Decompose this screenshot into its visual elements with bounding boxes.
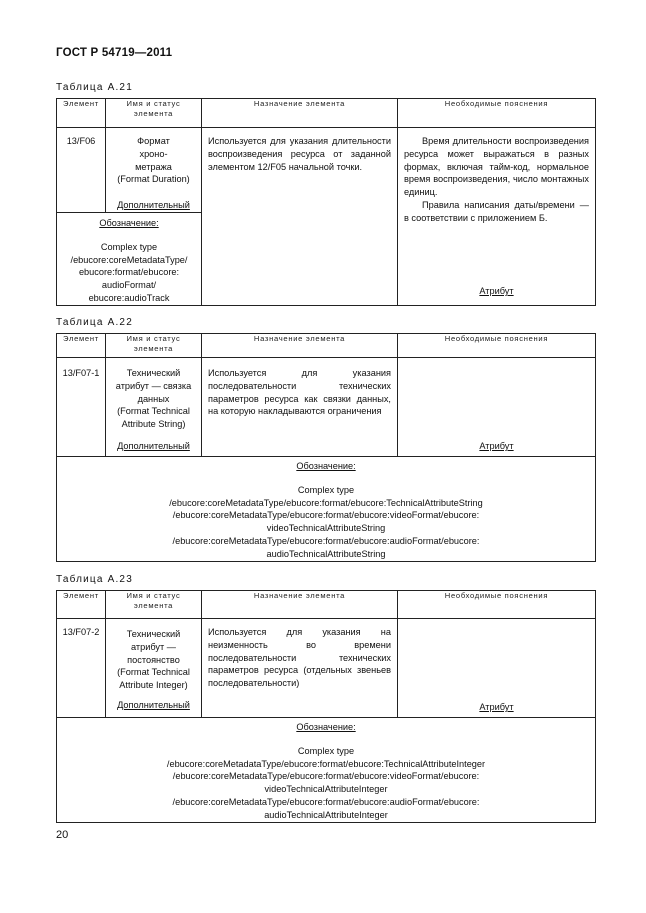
designation-value: Complex type /ebucore:coreMetadataType/ ebucore:format/ebucore: audioFormat/ ebucore:audioTrack bbox=[70, 241, 188, 303]
element-purpose: Используется для указания длительности воспроизведения ресурса от заданной элементом 12/F05 начальной точки. bbox=[202, 128, 398, 306]
page-number: 20 bbox=[56, 829, 69, 841]
table-a23 bbox=[56, 590, 596, 823]
designation-cell bbox=[57, 718, 596, 823]
element-type: Атрибут bbox=[479, 702, 514, 713]
designation-cell bbox=[57, 457, 596, 562]
designation-label: Обозначение: bbox=[296, 722, 356, 732]
designation-cell bbox=[57, 213, 202, 306]
header-element: Элемент bbox=[57, 99, 106, 128]
element-name: Формат хроно- метража (Format Duration) bbox=[117, 136, 190, 185]
header-name-status: Имя и статус элемента bbox=[106, 591, 202, 619]
notes-paragraph: Время длительности воспроизведения ресурса может выражаться в разных формах, включая тайм-код, нормальное время воспроизведения, число монтажных единиц. bbox=[404, 136, 589, 198]
table-caption: Таблица А.22 bbox=[56, 317, 133, 328]
element-id: 13/F07-2 bbox=[57, 619, 106, 718]
element-id: 13/F06 bbox=[57, 128, 106, 213]
header-name-status: Имя и статус элемента bbox=[106, 334, 202, 358]
designation-value: Complex type /ebucore:coreMetadataType/ebucore:format/ebucore:TechnicalAttributeString /ebucore:coreMetadataType/ebucore:format/ebucore:videoFormat/ebucore: videoTechnicalAttributeString /ebucore:coreMetadataType/ebucore:format/ebucore:audioFormat/ebucore: audioTechnicalAttributeString bbox=[169, 484, 483, 559]
header-name-status: Имя и статус элемента bbox=[106, 99, 202, 128]
notes-cell bbox=[398, 619, 596, 718]
element-status: Дополнительный bbox=[117, 441, 190, 452]
header-notes: Необходимые пояснения bbox=[398, 591, 596, 619]
header-element: Элемент bbox=[57, 591, 106, 619]
name-status-cell bbox=[106, 619, 202, 718]
table-caption: Таблица А.23 bbox=[56, 574, 133, 585]
notes-cell bbox=[398, 128, 596, 306]
table-a22 bbox=[56, 333, 596, 562]
element-status: Дополнительный bbox=[117, 200, 190, 211]
designation-label: Обозначение: bbox=[296, 461, 356, 471]
table-caption: Таблица А.21 bbox=[56, 82, 133, 93]
notes-paragraph: Правила написания даты/времени — в соответствии с приложением Б. bbox=[404, 199, 589, 223]
element-purpose: Используется для указания на неизменность во времени последовательности технических параметров ресурса (отдельных звеньев последовательности) bbox=[202, 619, 398, 718]
header-purpose: Назначение элемента bbox=[202, 591, 398, 619]
element-id: 13/F07-1 bbox=[57, 358, 106, 457]
designation-value: Complex type /ebucore:coreMetadataType/ebucore:format/ebucore:TechnicalAttributeInteger /ebucore:coreMetadataType/ebucore:format/ebucore:videoFormat/ebucore: videoTechnicalAttributeInteger /ebucore:coreMetadataType/ebucore:format/ebucore:audioFormat/ebucore: audioTechnicalAttributeInteger bbox=[166, 745, 486, 820]
element-purpose: Используется для указания последовательности технических параметров ресурса как связки данных, на которую накладываются ограничения bbox=[202, 358, 398, 457]
element-name: Технический атрибут — связка данных (Format Technical Attribute String) bbox=[115, 368, 192, 430]
header-notes: Необходимые пояснения bbox=[398, 334, 596, 358]
header-element: Элемент bbox=[57, 334, 106, 358]
header-notes: Необходимые пояснения bbox=[398, 99, 596, 128]
element-type: Атрибут bbox=[479, 441, 514, 452]
name-status-cell bbox=[106, 358, 202, 457]
header-purpose: Назначение элемента bbox=[202, 334, 398, 358]
notes-cell bbox=[398, 358, 596, 457]
element-name: Технический атрибут — постоянство (Format Technical Attribute Integer) bbox=[117, 629, 190, 691]
document-standard-header: ГОСТ Р 54719—2011 bbox=[56, 47, 173, 59]
header-purpose: Назначение элемента bbox=[202, 99, 398, 128]
designation-label: Обозначение: bbox=[99, 218, 159, 228]
name-status-cell bbox=[106, 128, 202, 213]
table-a21 bbox=[56, 98, 596, 306]
element-type: Атрибут bbox=[479, 286, 514, 297]
element-status: Дополнительный bbox=[117, 700, 190, 711]
